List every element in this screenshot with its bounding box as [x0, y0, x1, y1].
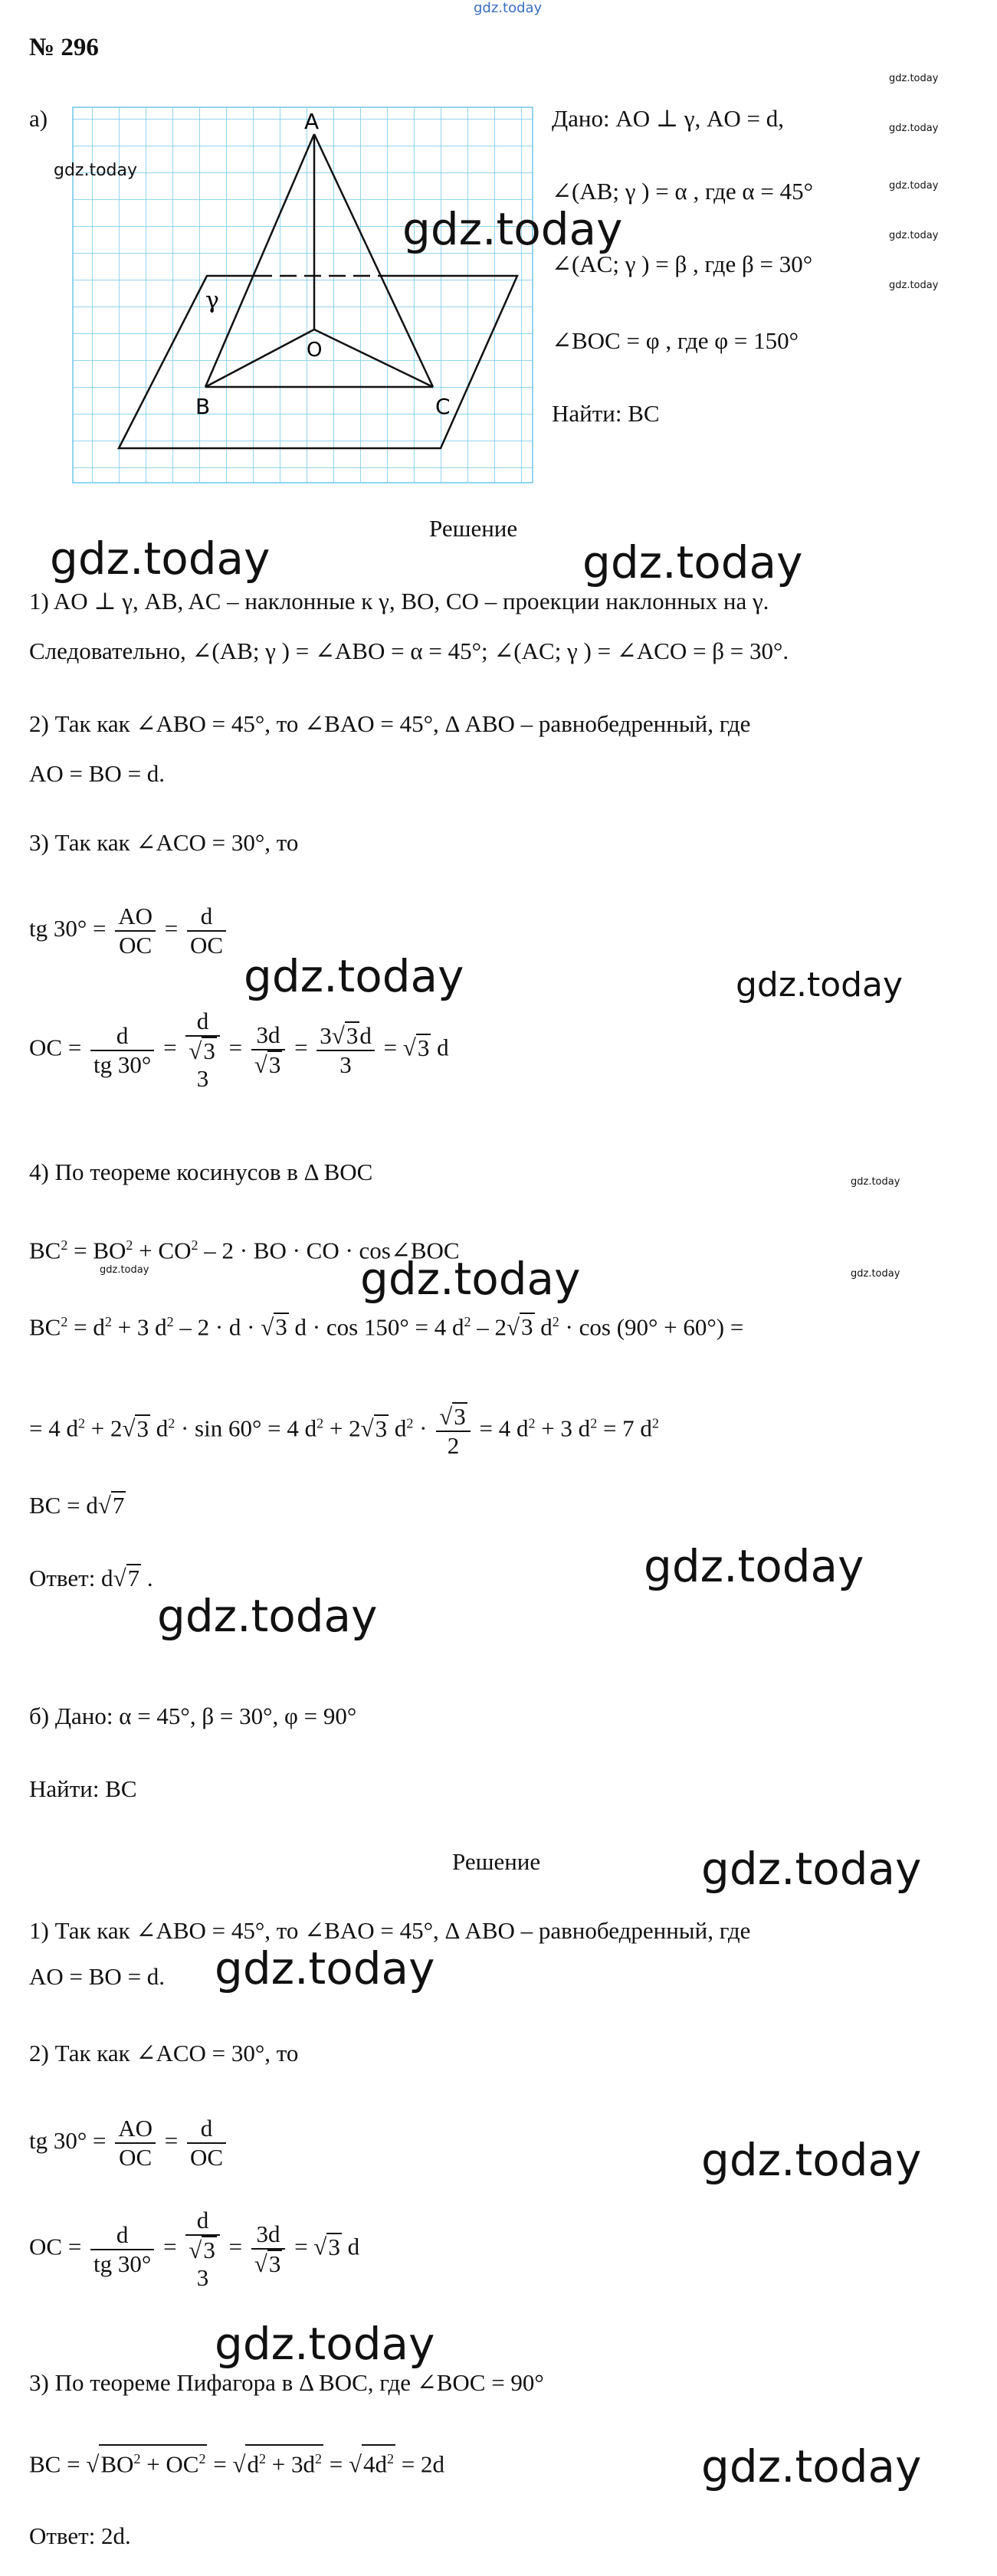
big-watermark: gdz.today — [701, 2134, 922, 2186]
step-3: 3) Так как ∠ACO = 30°, то — [29, 829, 299, 856]
big-watermark: gdz.today — [644, 1540, 864, 1592]
problem-number: № 296 — [29, 34, 99, 61]
given-line-3: ∠(AC; γ ) = β , где β = 30° — [552, 251, 813, 277]
given-line-1: Дано: AO ⊥ γ, AO = d, — [552, 105, 784, 132]
small-watermark: gdz.today — [889, 180, 939, 192]
big-watermark: gdz.today — [701, 1843, 922, 1895]
big-watermark: gdz.today — [215, 2318, 435, 2370]
step-b-3: 3) По теореме Пифагора в Δ BOC, где ∠BOC = 90° — [29, 2369, 544, 2396]
top-watermark: gdz.today — [474, 0, 543, 16]
big-watermark: gdz.today — [215, 1942, 435, 1994]
small-watermark: gdz.today — [889, 73, 939, 84]
step-2a: 2) Так как ∠ABO = 45°, то ∠BAO = 45°, Δ ABO – равнобедренный, где — [29, 710, 751, 737]
big-watermark: gdz.today — [402, 203, 623, 255]
pythagoras-formula: BC = $√BO^2 + OC^2 = √d^2 + 3d^2 = √4d^2 = 2d$ — [29, 2444, 444, 2479]
find-b: Найти: BC — [29, 1775, 137, 1802]
small-watermark: gdz.today — [100, 1264, 149, 1276]
solution-title-a: Решение — [429, 515, 518, 542]
figure-watermark: gdz.today — [54, 161, 138, 180]
oc-label: OC = — [29, 1034, 82, 1061]
tg30-label: tg 30° = — [29, 915, 107, 942]
find-line: Найти: BC — [552, 400, 660, 427]
point-a-label: A — [304, 109, 320, 134]
step-b-2: 2) Так как ∠ACO = 30°, то — [29, 2040, 299, 2066]
cosine-law-formula: $BC^2 = BO^2 + CO^2 - 2$ · BO · CO · cos∠BOC — [29, 1237, 460, 1264]
big-watermark: gdz.today — [360, 1253, 581, 1305]
oc-formula: OC = $\frac{d}{tg 30^\circ}$ = d √3 3 = $\frac{3d}{√3}$ = $\frac{3√3d}{3}$ = √3 d — [29, 1008, 449, 1092]
solution-title-b: Решение — [452, 1848, 541, 1875]
big-watermark: gdz.today — [244, 950, 464, 1002]
big-watermark: gdz.today — [157, 1590, 378, 1642]
step-1a: 1) AO ⊥ γ, AB, AC – наклонные к γ, BO, CO – проекции наклонных на γ. — [29, 588, 769, 615]
point-c-label: C — [435, 394, 451, 419]
cosine-calc-2: = 4 $d^2 + 2√3$ $d^2 \cdot \sin 60^\circ = 4$ $d^2 + 2√3$ $d^2$ · $\frac{√3}{2}$ = 4 $d^2 + 3$ $d^2 = 7$ $d^2$ — [29, 1403, 659, 1459]
big-watermark: gdz.today — [701, 2440, 922, 2492]
point-o-label: O — [307, 339, 323, 362]
small-watermark: gdz.today — [889, 123, 939, 134]
oc-formula-b: OC = $\frac{d}{tg 30^\circ}$ = d √3 3 = $\frac{3d}{√3}$ = √3 d — [29, 2207, 360, 2291]
point-b-label: B — [195, 394, 211, 419]
big-watermark: gdz.today — [582, 536, 803, 588]
answer-a-label: Ответ: d — [29, 1565, 113, 1591]
small-watermark: gdz.today — [889, 280, 939, 291]
small-watermark: gdz.today — [889, 230, 939, 241]
bc-final-a: BC = d√7 — [29, 1492, 125, 1519]
small-watermark: gdz.today — [851, 1176, 900, 1188]
small-watermark: gdz.today — [851, 1268, 900, 1280]
step-b-1a: 1) Так как ∠ABO = 45°, то ∠BAO = 45°, Δ ABO – равнобедренный, где — [29, 1917, 751, 1944]
step-b-1b: AO = BO = d. — [29, 1963, 166, 1990]
big-watermark: gdz.today — [50, 533, 271, 585]
tg30-formula-b: tg 30° = $\frac{AO}{OC}$ = $\frac{d}{OC}$ — [29, 2115, 229, 2171]
step-4: 4) По теореме косинусов в Δ BOC — [29, 1159, 373, 1185]
given-line-4: ∠BOC = φ , где φ = 150° — [552, 327, 799, 354]
step-2b: AO = BO = d. — [29, 760, 166, 787]
medium-watermark: gdz.today — [736, 965, 904, 1005]
given-line-2: ∠(AB; γ ) = α , где α = 45° — [552, 178, 814, 205]
answer-a: Ответ: d√7 . — [29, 1565, 153, 1591]
answer-b: Ответ: 2d. — [29, 2522, 131, 2549]
step-1b: Следовательно, ∠(AB; γ ) = ∠ABO = α = 45°; ∠(AC; γ ) = ∠ACO = β = 30°. — [29, 637, 789, 664]
tg30-formula: tg 30° = $\frac{AO}{OC}$ = $\frac{d}{OC}$ — [29, 903, 229, 959]
cosine-calc-1: $BC^2 = d^2 + 3$ $d^2 - 2 \cdot d \cdot √3$ d · cos 150° = 4 $d^2 - 2√3$ $d^2 \cdot \cos (90^\circ + 60^\circ)$ = — [29, 1313, 744, 1341]
plane-gamma-label: γ — [205, 287, 219, 314]
given-b: б) Дано: α = 45°, β = 30°, φ = 90° — [29, 1703, 357, 1729]
bc-final-label: BC = d — [29, 1492, 98, 1519]
part-a-label: а) — [29, 105, 48, 132]
geometry-figure — [65, 92, 540, 490]
